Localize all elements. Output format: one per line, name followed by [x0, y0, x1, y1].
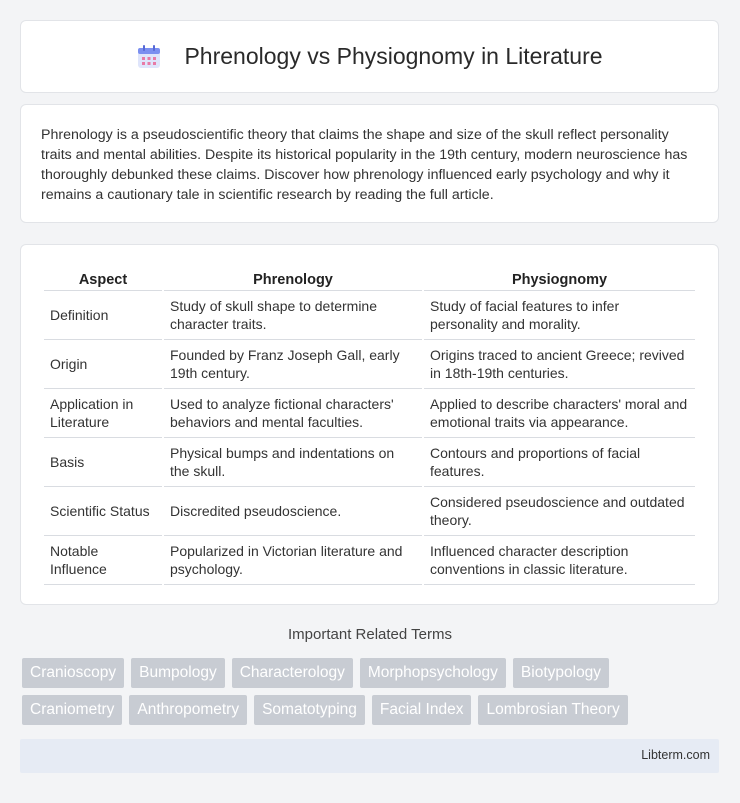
related-term-tag[interactable]: Biotypology: [513, 658, 609, 688]
table-row: [44, 487, 695, 536]
table-cell: Notable Influence: [44, 536, 162, 585]
table-row: [44, 389, 695, 438]
table-cell: Founded by Franz Joseph Gall, early 19th century.: [164, 340, 422, 389]
intro-card: [20, 104, 719, 223]
related-terms-title: Important Related Terms: [288, 626, 452, 643]
table-cell: Origins traced to ancient Greece; revived in 18th-19th centuries.: [424, 340, 695, 389]
table-cell: Discredited pseudoscience.: [164, 487, 422, 536]
related-term-tag[interactable]: Bumpology: [131, 658, 225, 688]
table-cell: Physical bumps and indentations on the skull.: [164, 438, 422, 487]
intro-text: Phrenology is a pseudoscientific theory that claims the shape and size of the skull reflect personality traits and mental abilities. Despite its historical popularity in the 19th century, modern neuroscience has thoroughly debunked these claims. Discover how phrenology influenced early psychology and why it remains a cautionary tale in scientific research by reading the full article.: [41, 127, 688, 203]
page-title: Phrenology vs Physiognomy in Literature: [184, 43, 603, 69]
footer-site-link[interactable]: Libterm.com: [641, 748, 710, 762]
table-row: [44, 536, 695, 585]
related-terms-row: [22, 695, 722, 725]
related-term-tag[interactable]: Cranioscopy: [22, 658, 124, 688]
table-cell: Influenced character description conventions in classic literature.: [424, 536, 695, 585]
footer: [20, 739, 719, 773]
related-term-tag[interactable]: Morphopsychology: [360, 658, 506, 688]
table-cell: Contours and proportions of facial features.: [424, 438, 695, 487]
header-card: [20, 20, 719, 93]
column-header: Phrenology: [164, 265, 422, 291]
related-term-tag[interactable]: Anthropometry: [129, 695, 247, 725]
calendar-icon: [136, 44, 162, 70]
table-row: [44, 438, 695, 487]
table-cell: Popularized in Victorian literature and psychology.: [164, 536, 422, 585]
table-cell: Origin: [44, 340, 162, 389]
comparison-table-card: [20, 244, 719, 605]
related-term-tag[interactable]: Facial Index: [372, 695, 472, 725]
column-header: Physiognomy: [424, 265, 695, 291]
table-cell: Application in Literature: [44, 389, 162, 438]
column-header: Aspect: [44, 265, 162, 291]
related-term-tag[interactable]: Craniometry: [22, 695, 122, 725]
table-cell: Study of skull shape to determine character traits.: [164, 291, 422, 340]
table-cell: Study of facial features to infer personality and morality.: [424, 291, 695, 340]
table-cell: Scientific Status: [44, 487, 162, 536]
table-row: [44, 340, 695, 389]
table-cell: Used to analyze fictional characters' behaviors and mental faculties.: [164, 389, 422, 438]
related-term-tag[interactable]: Somatotyping: [254, 695, 365, 725]
table-cell: Definition: [44, 291, 162, 340]
table-row: [44, 291, 695, 340]
comparison-table: [42, 265, 697, 585]
table-header-row: [44, 265, 695, 291]
related-term-tag[interactable]: Lombrosian Theory: [478, 695, 627, 725]
table-cell: Considered pseudoscience and outdated theory.: [424, 487, 695, 536]
related-terms-row: [22, 658, 722, 688]
related-term-tag[interactable]: Characterology: [232, 658, 353, 688]
table-cell: Basis: [44, 438, 162, 487]
table-cell: Applied to describe characters' moral and emotional traits via appearance.: [424, 389, 695, 438]
